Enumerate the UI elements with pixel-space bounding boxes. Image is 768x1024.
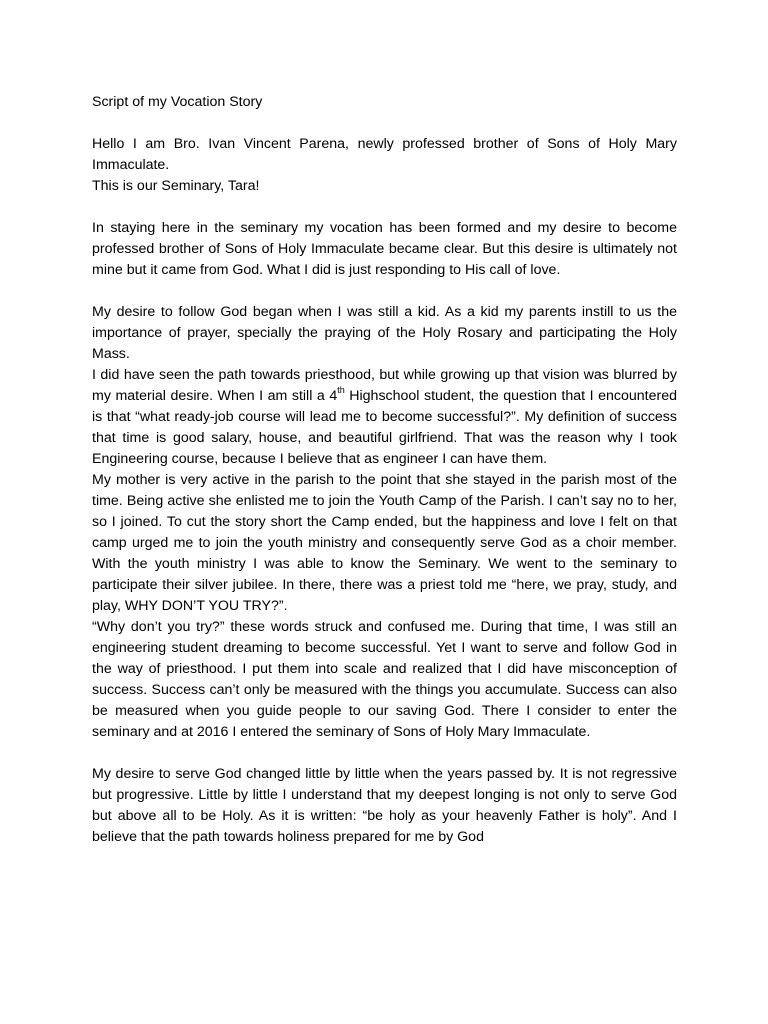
intro-line-2: This is our Seminary, Tara! bbox=[92, 178, 260, 194]
paragraph-path-text-a: I did have seen the path towards priesthood, but while growing up that vision was blurred by my material desire. When I am still a 4 bbox=[92, 367, 677, 404]
document-title: Script of my Vocation Story bbox=[92, 94, 263, 110]
paragraph-serve-god: My desire to serve God changed little by little when the years passed by. It is not regressive but progressive. Little by little I understand that my deepest longing is not only to serve God but above all to be Holy. As it is written: “be holy as your heavenly Father is holy”. And I believe that the path towards holiness prepared for me by God bbox=[92, 766, 677, 845]
ordinal-superscript: th bbox=[337, 385, 345, 396]
document-page bbox=[92, 92, 677, 848]
intro-line-1: Hello I am Bro. Ivan Vincent Parena, newly professed brother of Sons of Holy Mary Immaculate. bbox=[92, 136, 677, 173]
paragraph-why-dont-you-try: “Why don’t you try?” these words struck and confused me. During that time, I was still an engineering student dreaming to become successful. Yet I want to serve and follow God in the way of priesthood. I put them into scale and realized that I did have misconception of success. Success can’t only be measured with the things you accumulate. Success can also be measured when you guide people to our saving God. There I consider to enter the seminary and at 2016 I entered the seminary of Sons of Holy Mary Immaculate. bbox=[92, 619, 677, 740]
paragraph-mother: My mother is very active in the parish to the point that she stayed in the parish most of the time. Being active she enlisted me to join the Youth Camp of the Parish. I can’t say no to her, so I joined. To cut the story short the Camp ended, but the happiness and love I felt on that camp urged me to join the youth ministry and consequently serve God as a choir member. With the youth ministry I was able to know the Seminary. We went to the seminary to participate their silver jubilee. In there, there was a priest told me “here, we pray, study, and play, WHY DON’T YOU TRY?”. bbox=[92, 472, 677, 614]
paragraph-path bbox=[92, 365, 677, 470]
paragraph-path-text-b: Highschool student, the question that I encountered is that “what ready-job course will lead me to become successful?”. My definition of success that time is good salary, house, and beautiful girlfriend. That was the reason why I took Engineering course, because I believe that as engineer I can have them. bbox=[92, 388, 677, 467]
paragraph-desire: My desire to follow God began when I was still a kid. As a kid my parents instill to us the importance of prayer, specially the praying of the Holy Rosary and participating the Holy Mass. bbox=[92, 304, 677, 362]
paragraph-formation: In staying here in the seminary my vocation has been formed and my desire to become professed brother of Sons of Holy Immaculate became clear. But this desire is ultimately not mine but it came from God. What I did is just responding to His call of love. bbox=[92, 220, 677, 278]
